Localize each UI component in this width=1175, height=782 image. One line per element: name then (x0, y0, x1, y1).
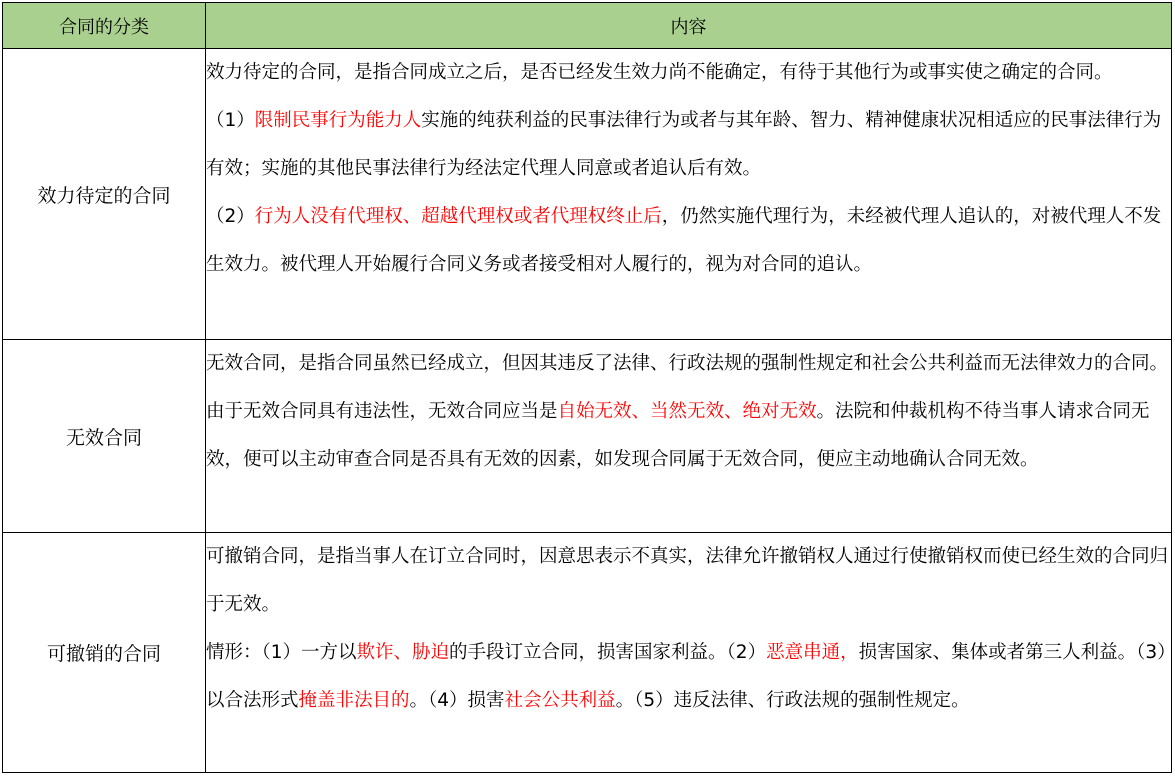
content-cell (206, 533, 1172, 773)
content-paragraph (206, 193, 1171, 289)
highlighted-text: 限制民事行为能力人 (254, 110, 422, 131)
body-text: （2） (206, 206, 255, 227)
highlighted-text: 欺诈、胁迫 (356, 642, 450, 663)
content-cell (206, 49, 1172, 340)
body-text: 无效合同，是指合同虽然已经成立，但因其违反了法律、行政法规的强制性规定和社会公共利益而无法律效力的合同。由于无效合同具有违法性，无效合同应当是 (206, 353, 1169, 422)
body-text: 实施的纯获利益的民事法律行为或者与其年龄、智力、精神健康状况相适应的民事法律行为有效；实施的其他民事法律行为经法定代理人同意或者追认后有效。 (206, 110, 1162, 179)
content-paragraph (206, 340, 1171, 484)
body-text: 。法院和仲裁机构不待当事人请求合同无效，便可以主动审查合同是否具有无效的因素，如发现合同属于无效合同，便应主动地确认合同无效。 (206, 401, 1150, 470)
highlighted-text: 掩盖非法目的 (298, 690, 410, 711)
contract-classification-table (2, 2, 1172, 773)
body-text: （1） (206, 110, 255, 131)
body-text: 。（4）损害 (409, 690, 505, 711)
body-text: 效力待定的合同，是指合同成立之后，是否已经发生效力尚不能确定，有待于其他行为或事实使之确定的合同。 (206, 62, 1113, 83)
body-text: 损害国家、集体或者第三人利益。（3）以合法形式 (206, 642, 1167, 711)
highlighted-text: 自始无效、当然无效、绝对无效 (557, 401, 817, 422)
table-row (3, 49, 1172, 340)
body-text: 的手段订立合同，损害国家利益。（2） (449, 642, 767, 663)
body-text: 。（5）违反法律、行政法规的强制性规定。 (615, 690, 970, 711)
header-content: 内容 (206, 3, 1172, 49)
highlighted-text: 恶意串通， (766, 642, 859, 663)
category-cell: 可撤销的合同 (3, 533, 206, 773)
highlighted-text: 行为人没有代理权、超越代理权或者代理权终止后 (254, 206, 662, 227)
content-paragraph (206, 97, 1171, 193)
content-paragraph (206, 49, 1171, 97)
body-text: 可撤销合同，是指当事人在订立合同时，因意思表示不真实，法律允许撤销权人通过行使撤销权而使已经生效的合同归于无效。 (206, 546, 1169, 615)
body-text: ，仍然实施代理行为，未经被代理人追认的，对被代理人不发生效力。被代理人开始履行合同义务或者接受相对人履行的，视为对合同的追认。 (206, 206, 1162, 275)
content-paragraph (206, 533, 1171, 629)
body-text: 情形：（1）一方以 (206, 642, 357, 663)
table-row (3, 340, 1172, 533)
category-cell: 效力待定的合同 (3, 49, 206, 340)
highlighted-text: 社会公共利益 (504, 690, 616, 711)
content-cell (206, 340, 1172, 533)
content-paragraph (206, 629, 1171, 725)
header-category: 合同的分类 (3, 3, 206, 49)
category-cell: 无效合同 (3, 340, 206, 533)
table-row (3, 533, 1172, 773)
